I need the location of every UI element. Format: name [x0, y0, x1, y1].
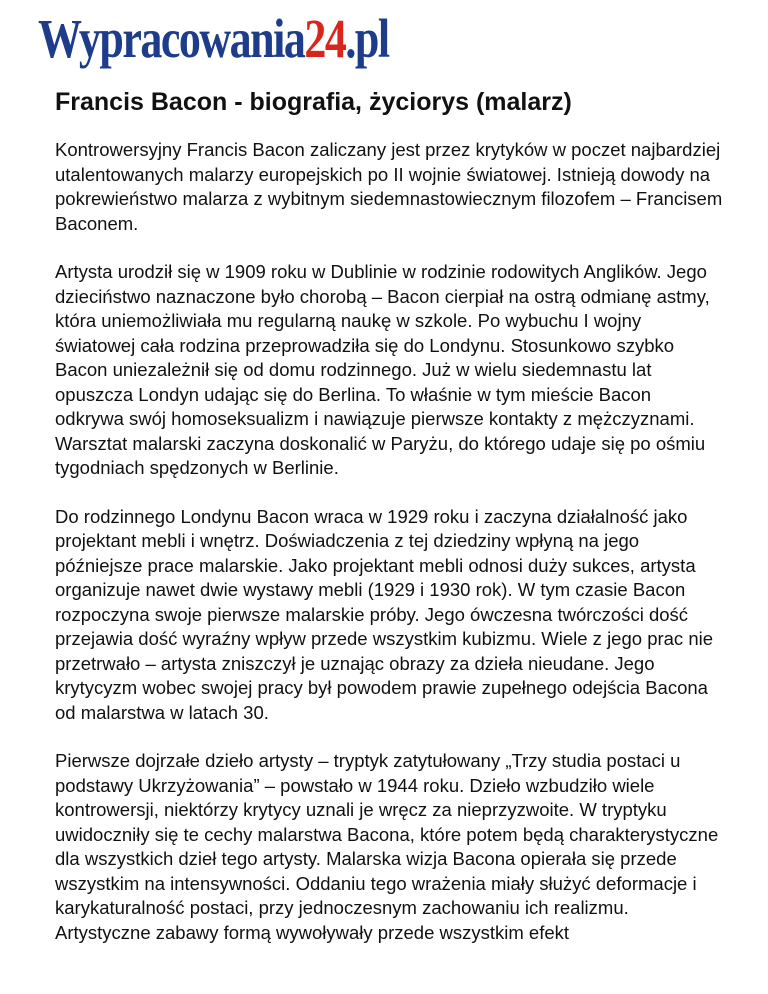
logo-text-24: 24: [304, 8, 346, 70]
logo-text-domain: .pl: [345, 8, 389, 70]
article-paragraph-2: Artysta urodził się w 1909 roku w Dublinie w rodzinie rodowitych Anglików. Jego dzieciństwo naznaczone było chorobą – Bacon cierpiał na ostrą odmianę astmy, która uniemożliwiała mu regularną naukę w szkole. Po wybuchu I wojny światowej cała rodzina przeprowadziła się do Londynu. Stosunkowo szybko Bacon uniezależnił się od domu rodzinnego. Już w wielu siedemnastu lat opuszcza Londyn udając się do Berlina. To właśnie w tym mieście Bacon odkrywa swój homoseksualizm i nawiązuje pierwsze kontakty z mężczyznami. Warsztat malarski zaczyna doskonalić w Paryżu, do którego udaje się po ośmiu tygodniach spędzonych w Berlinie.: [55, 261, 710, 478]
article-paragraph-4: Pierwsze dojrzałe dzieło artysty – tryptyk zatytułowany „Trzy studia postaci u podstawy Ukrzyżowania” – powstało w 1944 roku. Dzieło wzbudziło wiele kontrowersji, niektórzy krytycy uznali je wręcz za nieprzyzwoite. W tryptyku uwidoczniły się te cechy malarstwa Bacona, które potem będą charakterystyczne dla wszystkich dzieł tego artysty. Malarska wizja Bacona opierała się przede wszystkim na intensywności. Oddaniu tego wrażenia miały służyć deformacje i karykaturalność postaci, przy jednoczesnym zachowaniu ich realizmu. Artystyczne zabawy formą wywoływały przede wszystkim efekt: [55, 750, 719, 943]
article-paragraph-3: Do rodzinnego Londynu Bacon wraca w 1929 roku i zaczyna działalność jako projektant mebli i wnętrz. Doświadczenia z tej dziedziny wpłyną na jego późniejsze prace malarskie. Jako projektant mebli odnosi duży sukces, artysta organizuje nawet dwie wystawy mebli (1929 i 1930 rok). W tym czasie Bacon rozpoczyna swoje pierwsze malarskie próby. Jego ówczesna twórczości dość przejawia dość wyraźny wpływ przede wszystkim kubizmu. Wiele z jego prac nie przetrwało – artysta zniszczył je uznając obrazy za dzieła nieudane. Jego krytycyzm wobec swojej pracy był powodem prawie zupełnego odejścia Bacona od malarstwa w latach 30.: [55, 505, 714, 723]
site-logo[interactable]: [38, 8, 389, 70]
article-body: [55, 138, 725, 969]
page-title: Francis Bacon - biografia, życiorys (malarz): [55, 88, 572, 116]
article-paragraph-1: Kontrowersyjny Francis Bacon zaliczany jest przez krytyków w poczet najbardziej utalentowanych malarzy europejskich po II wojnie światowej. Istnieją dowody na pokrewieństwo malarza z wybitnym siedemnastowiecznym filozofem – Francisem Baconem.: [55, 139, 723, 234]
logo-text-wypracowania: Wypracowania: [38, 8, 305, 70]
